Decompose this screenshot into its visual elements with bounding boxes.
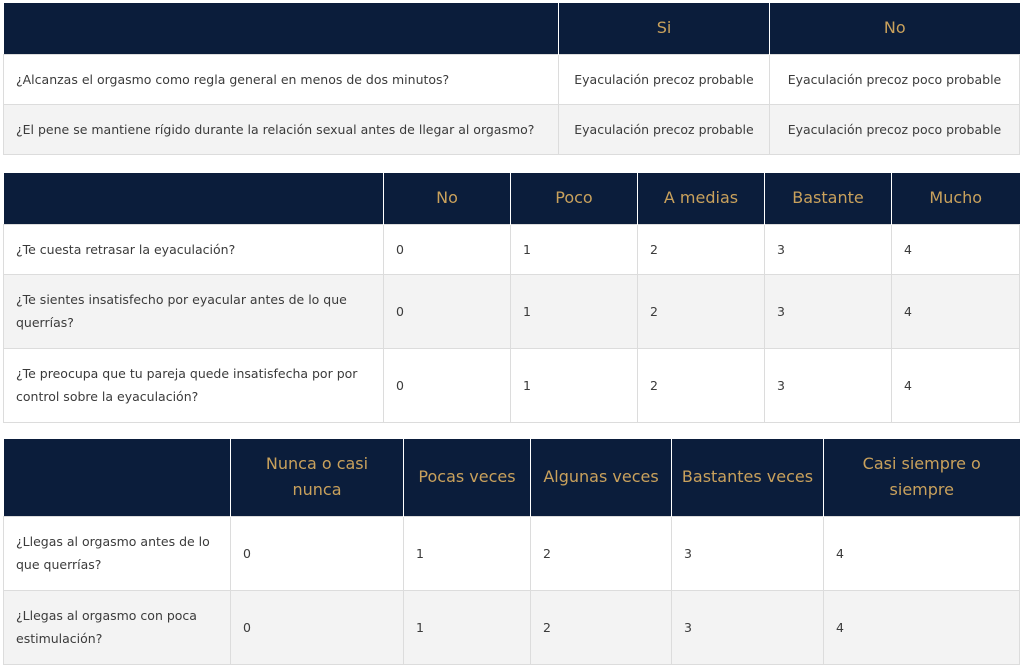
table-premature-ejaculation-yes-no — [3, 3, 1020, 155]
score-cell: 0 — [384, 274, 511, 348]
header-cell-mucho: Mucho — [892, 173, 1020, 224]
header-cell-pocas-veces: Pocas veces — [404, 439, 531, 516]
score-cell: 4 — [824, 590, 1020, 664]
table-row — [4, 516, 1020, 590]
score-cell: 4 — [892, 348, 1020, 422]
score-cell: 0 — [384, 224, 511, 274]
header-cell-a-medias: A medias — [638, 173, 765, 224]
question-cell: ¿Te cuesta retrasar la eyaculación? — [4, 224, 384, 274]
score-cell: 3 — [765, 348, 892, 422]
header-cell-no: No — [770, 3, 1020, 54]
score-cell: 2 — [638, 348, 765, 422]
header-cell-no: No — [384, 173, 511, 224]
table-row — [4, 104, 1020, 154]
score-cell: 1 — [404, 516, 531, 590]
header-cell-si: Si — [559, 3, 770, 54]
table-header-row — [4, 173, 1020, 224]
table-frequency-scale — [3, 439, 1020, 665]
question-cell: ¿Te sientes insatisfecho por eyacular antes de lo que querrías? — [4, 274, 384, 348]
table-header-row — [4, 3, 1020, 54]
score-cell: 2 — [638, 224, 765, 274]
header-cell-algunas-veces: Algunas veces — [531, 439, 672, 516]
table-row — [4, 224, 1020, 274]
score-cell: 3 — [765, 274, 892, 348]
score-cell: 4 — [892, 274, 1020, 348]
answer-cell: Eyaculación precoz probable — [559, 104, 770, 154]
header-cell-nunca: Nunca o casi nunca — [231, 439, 404, 516]
score-cell: 0 — [231, 590, 404, 664]
score-cell: 1 — [511, 274, 638, 348]
header-cell-casi-siempre: Casi siempre o siempre — [824, 439, 1020, 516]
header-cell-empty — [4, 439, 231, 516]
table-row — [4, 590, 1020, 664]
question-cell: ¿El pene se mantiene rígido durante la relación sexual antes de llegar al orgasmo? — [4, 104, 559, 154]
score-cell: 3 — [672, 516, 824, 590]
header-cell-poco: Poco — [511, 173, 638, 224]
header-cell-empty — [4, 173, 384, 224]
score-cell: 0 — [384, 348, 511, 422]
answer-cell: Eyaculación precoz poco probable — [770, 54, 1020, 104]
score-cell: 0 — [231, 516, 404, 590]
score-cell: 4 — [824, 516, 1020, 590]
score-cell: 4 — [892, 224, 1020, 274]
table-concern-scale — [3, 173, 1020, 423]
header-cell-bastantes-veces: Bastantes veces — [672, 439, 824, 516]
score-cell: 3 — [672, 590, 824, 664]
header-cell-empty — [4, 3, 559, 54]
header-cell-bastante: Bastante — [765, 173, 892, 224]
score-cell: 1 — [511, 224, 638, 274]
answer-cell: Eyaculación precoz poco probable — [770, 104, 1020, 154]
score-cell: 1 — [404, 590, 531, 664]
score-cell: 3 — [765, 224, 892, 274]
score-cell: 2 — [531, 590, 672, 664]
question-cell: ¿Llegas al orgasmo antes de lo que querrías? — [4, 516, 231, 590]
score-cell: 2 — [531, 516, 672, 590]
question-cell: ¿Te preocupa que tu pareja quede insatisfecha por por control sobre la eyaculación? — [4, 348, 384, 422]
answer-cell: Eyaculación precoz probable — [559, 54, 770, 104]
table-header-row — [4, 439, 1020, 516]
table-row — [4, 274, 1020, 348]
table-row — [4, 54, 1020, 104]
table-row — [4, 348, 1020, 422]
score-cell: 1 — [511, 348, 638, 422]
score-cell: 2 — [638, 274, 765, 348]
question-cell: ¿Alcanzas el orgasmo como regla general en menos de dos minutos? — [4, 54, 559, 104]
question-cell: ¿Llegas al orgasmo con poca estimulación? — [4, 590, 231, 664]
